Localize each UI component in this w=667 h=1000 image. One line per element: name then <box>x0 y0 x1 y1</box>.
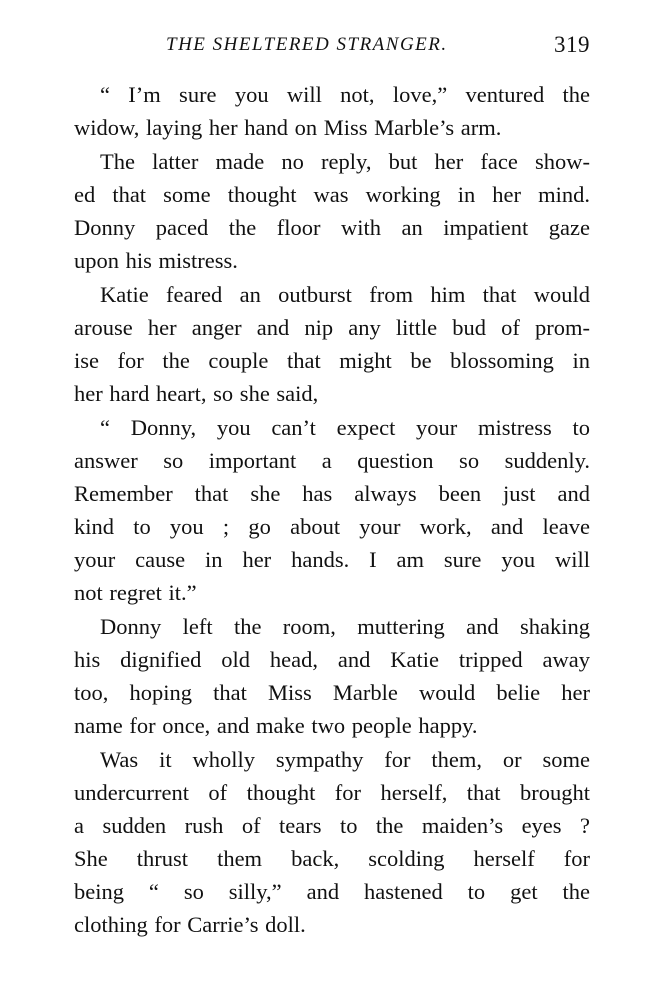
text-line: The latter made no reply, but her face show- <box>100 149 590 174</box>
text-line: “ Donny, you can’t expect your mistress to <box>100 415 590 440</box>
body-text <box>74 78 590 942</box>
text-line: upon his mistress. <box>74 248 238 273</box>
text-line: his dignified old head, and Katie tripped away <box>74 647 590 672</box>
text-line: answer so important a question so suddenly. <box>74 448 590 473</box>
text-line: arouse her anger and nip any little bud of prom- <box>74 315 590 340</box>
text-line: her hard heart, so she said, <box>74 381 319 406</box>
text-line: ise for the couple that might be blossoming in <box>74 348 590 373</box>
text-line: “ I’m sure you will not, love,” ventured the <box>100 82 590 107</box>
text-line: She thrust them back, scolding herself for <box>74 846 590 871</box>
paragraph <box>74 411 590 609</box>
text-line: Katie feared an outburst from him that would <box>100 282 590 307</box>
paragraph <box>74 610 590 742</box>
text-line: Donny paced the floor with an impatient gaze <box>74 215 590 240</box>
text-line: Was it wholly sympathy for them, or some <box>100 747 590 772</box>
text-line: being “ so silly,” and hastened to get the <box>74 879 590 904</box>
text-line: clothing for Carrie’s doll. <box>74 912 306 937</box>
running-title: THE SHELTERED STRANGER. <box>166 34 448 55</box>
paragraph <box>74 278 590 410</box>
text-line: too, hoping that Miss Marble would belie her <box>74 680 590 705</box>
text-line: ed that some thought was working in her mind. <box>74 182 590 207</box>
text-line: widow, laying her hand on Miss Marble’s arm. <box>74 115 502 140</box>
running-head <box>74 28 590 62</box>
text-line: a sudden rush of tears to the maiden’s eyes ? <box>74 813 590 838</box>
text-line: Remember that she has always been just and <box>74 481 590 506</box>
text-line: your cause in her hands. I am sure you will <box>74 547 590 572</box>
paragraph <box>74 78 590 144</box>
text-line: kind to you ; go about your work, and leave <box>74 514 590 539</box>
paragraph <box>74 743 590 941</box>
text-line: not regret it.” <box>74 580 197 605</box>
text-line: Donny left the room, muttering and shaking <box>100 614 590 639</box>
text-line: undercurrent of thought for herself, that brought <box>74 780 590 805</box>
text-line: name for once, and make two people happy. <box>74 713 478 738</box>
page-number: 319 <box>554 32 590 57</box>
paragraph <box>74 145 590 277</box>
